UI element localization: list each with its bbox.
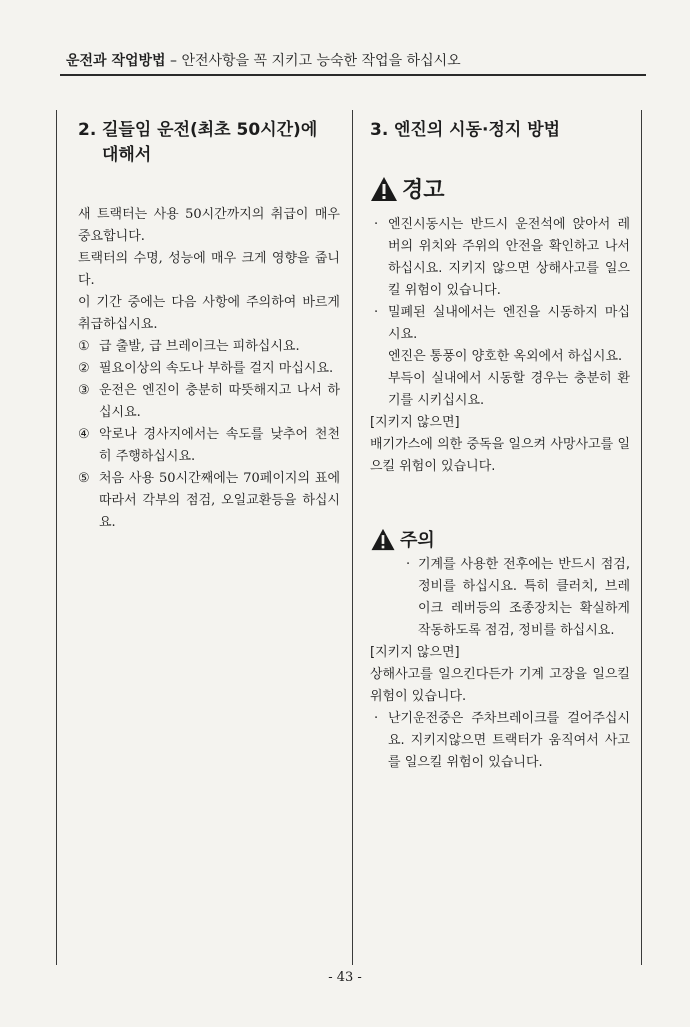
left-column xyxy=(78,118,340,534)
item-number: ② xyxy=(78,361,90,376)
section-2-number: 2. xyxy=(78,120,97,140)
section-3-title xyxy=(370,118,630,143)
intro-paragraph-3: 이 기간 중에는 다음 사항에 주의하여 바르게 취급하십시요. xyxy=(78,295,340,332)
caution-consequence: 상해사고를 일으킨다든가 기계 고장을 일으킬 위험이 있습니다. xyxy=(370,667,630,704)
caution-label: 주의 xyxy=(400,530,435,551)
section-2-body xyxy=(78,204,340,534)
warning-triangle-icon xyxy=(370,176,398,202)
right-column xyxy=(370,118,630,774)
warning-heading xyxy=(370,173,630,204)
warning-para-2: 부득이 실내에서 시동할 경우는 충분히 환기를 시키십시요. xyxy=(388,371,630,408)
item-text: 운전은 엔진이 충분히 따뜻해지고 나서 하십시요. xyxy=(99,383,340,420)
column-divider-line xyxy=(352,110,353,965)
page-number: - 43 - xyxy=(328,970,362,985)
caution-heading xyxy=(370,526,630,552)
warning-label: 경고 xyxy=(402,178,445,203)
list-item xyxy=(78,358,340,380)
warning-bullet-1-text: 엔진시동시는 반드시 운전석에 앉아서 레버의 위치와 주위의 안전을 확인하고 나서 하십시요. 지키지 않으면 상해사고를 일으킬 위험이 있습니다. xyxy=(388,217,630,298)
warning-bullet-2-text: 밀폐된 실내에서는 엔진을 시동하지 마십시요. xyxy=(388,305,630,342)
caution-body xyxy=(370,554,630,774)
item-number: ⑤ xyxy=(78,471,90,486)
caution-bullet-1-text: 기계를 사용한 전후에는 반드시 점검, 정비를 하십시요. 특히 클러치, 브레이크 레버등의 조종장치는 확실하게 작동하도록 점검, 정비를 하십시요. xyxy=(418,557,630,638)
item-number: ③ xyxy=(78,383,90,398)
section-2-title-line2: 대해서 xyxy=(102,145,152,165)
item-number: ④ xyxy=(78,427,90,442)
caution-if-not-followed: [지키지 않으면] xyxy=(370,645,460,660)
section-2-title-line1: 길들임 운전(최초 50시간)에 xyxy=(102,120,318,140)
caution-bullet-2: · 난기운전중은 주차브레이크를 걸어주십시요. 지키지않으면 트랙터가 움직여서 사고를 일으킬 위험이 있습니다. xyxy=(374,711,630,770)
warning-bullet-2: · 밀폐된 실내에서는 엔진을 시동하지 마십시요. xyxy=(374,305,630,342)
item-text: 처음 사용 50시간째에는 70페이지의 표에 따라서 각부의 점검, 오일교환등을 하십시요. xyxy=(99,471,340,530)
section-2-title xyxy=(78,118,340,168)
list-item xyxy=(78,468,340,534)
item-text: 급 출발, 급 브레이크는 피하십시요. xyxy=(99,339,300,354)
header-title-bold: 운전과 작업방법 xyxy=(66,53,166,69)
item-number: ① xyxy=(78,339,90,354)
warning-bullet-1: · 엔진시동시는 반드시 운전석에 앉아서 레버의 위치와 주위의 안전을 확인하고 나서 하십시요. 지키지 않으면 상해사고를 일으킬 위험이 있습니다. xyxy=(374,217,630,298)
caution-bullet-2-text: 난기운전중은 주차브레이크를 걸어주십시요. 지키지않으면 트랙터가 움직여서 사고를 일으킬 위험이 있습니다. xyxy=(388,711,630,770)
header-rule xyxy=(60,74,646,76)
warning-para-1: 엔진은 통풍이 양호한 옥외에서 하십시요. xyxy=(388,349,623,364)
page-header xyxy=(66,50,461,70)
item-text: 악로나 경사지에서는 속도를 낮추어 천천히 주행하십시요. xyxy=(99,427,340,464)
left-border-line xyxy=(56,110,57,965)
break-in-list xyxy=(78,336,340,534)
caution-triangle-icon xyxy=(370,528,396,551)
warning-if-not-followed: [지키지 않으면] xyxy=(370,415,460,430)
warning-consequence: 배기가스에 의한 중독을 일으켜 사망사고를 일으킬 위험이 있습니다. xyxy=(370,437,630,474)
item-text: 필요이상의 속도나 부하를 걸지 마십시요. xyxy=(99,361,334,376)
warning-body xyxy=(370,214,630,478)
list-item xyxy=(78,380,340,424)
list-item xyxy=(78,424,340,468)
section-3-number: 3. xyxy=(370,120,389,140)
caution-bullet-1: · 기계를 사용한 전후에는 반드시 점검, 정비를 하십시요. 특히 클러치, 브레이크 레버등의 조종장치는 확실하게 작동하도록 점검, 정비를 하십시요. xyxy=(406,557,630,638)
intro-paragraph-1: 새 트랙터는 사용 50시간까지의 취급이 매우 중요합니다. xyxy=(78,207,340,244)
right-border-line xyxy=(641,110,642,965)
header-title-rest: – 안전사항을 꼭 지키고 능숙한 작업을 하십시오 xyxy=(165,53,461,69)
list-item xyxy=(78,336,340,358)
section-3-title-text: 엔진의 시동·정지 방법 xyxy=(394,120,561,140)
intro-paragraph-2: 트랙터의 수명, 성능에 매우 크게 영향을 줍니다. xyxy=(78,251,340,288)
